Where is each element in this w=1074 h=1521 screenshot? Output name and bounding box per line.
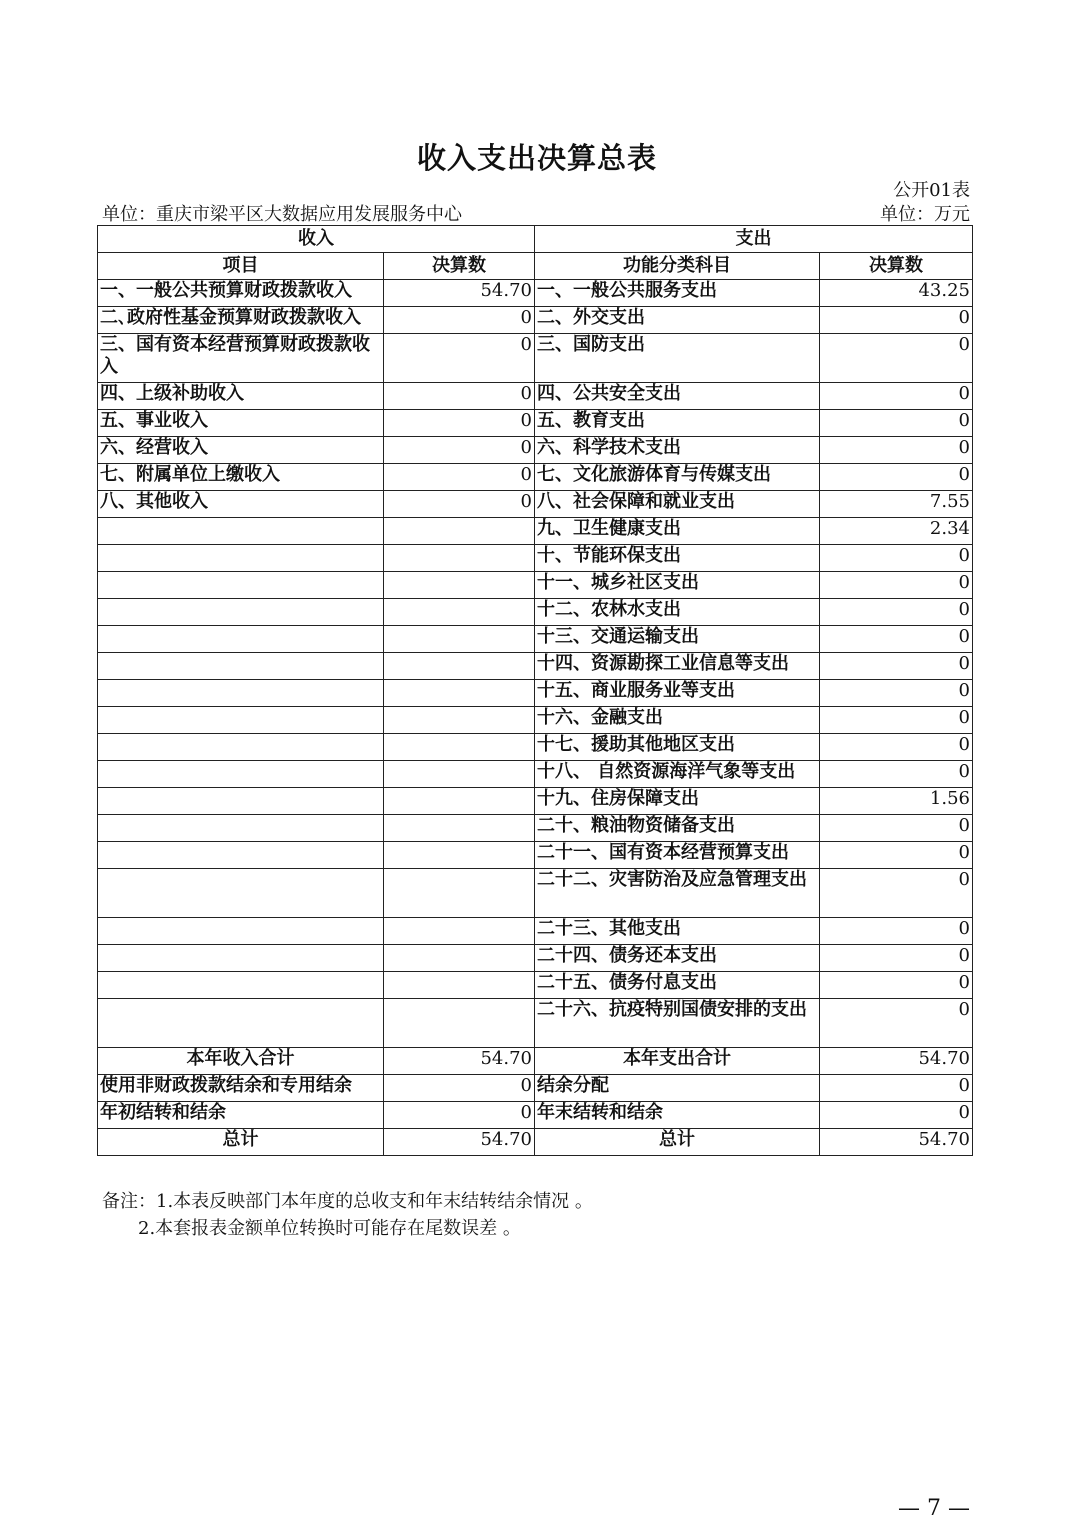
expenditure-amount-cell: 0: [820, 383, 973, 410]
expenditure-item-cell: 十三、交通运输支出: [535, 626, 820, 653]
expenditure-item-cell: 十、节能环保支出: [535, 545, 820, 572]
expenditure-amount-cell: 0: [820, 626, 973, 653]
table-row: [98, 788, 973, 815]
income-item-cell: [98, 626, 384, 653]
expenditure-amount-cell: 0: [820, 545, 973, 572]
income-group-header: 收入: [98, 226, 535, 253]
expenditure-item-cell: 七、文化旅游体育与传媒支出: [535, 464, 820, 491]
table-row: [98, 707, 973, 734]
table-row: [98, 280, 973, 307]
page-title: 收入支出决算总表: [416, 141, 657, 175]
expenditure-total-amount: 54.70: [820, 1129, 973, 1156]
totals-row: [98, 1129, 973, 1156]
table-row: [98, 491, 973, 518]
table-row: [98, 972, 973, 999]
income-item-cell: 五、事业收入: [98, 410, 384, 437]
income-amount-cell: [384, 680, 535, 707]
income-amount-cell: [384, 999, 535, 1048]
income-item-cell: [98, 653, 384, 680]
expenditure-item-cell: 二十、粮油物资储备支出: [535, 815, 820, 842]
income-item-cell: 八、其他收入: [98, 491, 384, 518]
expenditure-item-cell: 一、一般公共服务支出: [535, 280, 820, 307]
expenditure-amount-cell: 0: [820, 572, 973, 599]
income-total-label: 本年收入合计: [98, 1048, 384, 1075]
table-row: [98, 680, 973, 707]
income-amount-cell: [384, 788, 535, 815]
income-item-cell: 四、上级补助收入: [98, 383, 384, 410]
expenditure-group-header: 支出: [535, 226, 973, 253]
expenditure-amount-cell: 0: [820, 842, 973, 869]
income-item-cell: [98, 707, 384, 734]
expenditure-item-cell: 五、教育支出: [535, 410, 820, 437]
expenditure-item-cell: 十九、住房保障支出: [535, 788, 820, 815]
table-row: [98, 334, 973, 383]
form-number: 公开01表: [893, 180, 970, 201]
expenditure-item-cell: 十一、城乡社区支出: [535, 572, 820, 599]
expenditure-amount-cell: 0: [820, 307, 973, 334]
income-amount-cell: [384, 734, 535, 761]
income-item-cell: [98, 972, 384, 999]
income-total-amount: 0: [384, 1102, 535, 1129]
totals-row: [98, 1048, 973, 1075]
expenditure-amount-cell: 0: [820, 761, 973, 788]
expenditure-item-cell: 二十一、国有资本经营预算支出: [535, 842, 820, 869]
income-amount-cell: [384, 545, 535, 572]
income-amount-cell: [384, 707, 535, 734]
income-total-label: 使用非财政拨款结余和专用结余: [98, 1075, 384, 1102]
expenditure-item-cell: 四、公共安全支出: [535, 383, 820, 410]
column-header-amount: 决算数: [820, 253, 973, 280]
income-item-cell: [98, 572, 384, 599]
expenditure-total-amount: 0: [820, 1075, 973, 1102]
income-amount-cell: [384, 972, 535, 999]
table-row: [98, 518, 973, 545]
income-amount-cell: 54.70: [384, 280, 535, 307]
expenditure-item-cell: 十六、金融支出: [535, 707, 820, 734]
expenditure-item-cell: 二十四、债务还本支出: [535, 945, 820, 972]
table-row: [98, 626, 973, 653]
note-line: 2.本套报表金额单位转换时可能存在尾数误差 。: [138, 1218, 521, 1239]
expenditure-item-cell: 二十二、灾害防治及应急管理支出: [535, 869, 820, 918]
column-header-amount: 决算数: [384, 253, 535, 280]
expenditure-amount-cell: 0: [820, 869, 973, 918]
income-item-cell: [98, 918, 384, 945]
group-header-row: [98, 226, 973, 253]
expenditure-amount-cell: 0: [820, 437, 973, 464]
column-header-row: [98, 253, 973, 280]
expenditure-item-cell: 二、外交支出: [535, 307, 820, 334]
expenditure-amount-cell: 0: [820, 707, 973, 734]
income-amount-cell: [384, 815, 535, 842]
expenditure-amount-cell: 0: [820, 653, 973, 680]
expenditure-total-label: 结余分配: [535, 1075, 820, 1102]
income-amount-cell: [384, 761, 535, 788]
expenditure-amount-cell: 2.34: [820, 518, 973, 545]
income-amount-cell: [384, 599, 535, 626]
expenditure-amount-cell: 7.55: [820, 491, 973, 518]
expenditure-amount-cell: 0: [820, 734, 973, 761]
table-row: [98, 815, 973, 842]
income-item-cell: 一、一般公共预算财政拨款收入: [98, 280, 384, 307]
table-row: [98, 945, 973, 972]
income-item-cell: [98, 599, 384, 626]
income-amount-cell: [384, 626, 535, 653]
table-row: [98, 464, 973, 491]
income-amount-cell: [384, 842, 535, 869]
income-amount-cell: [384, 945, 535, 972]
table-row: [98, 307, 973, 334]
expenditure-amount-cell: 43.25: [820, 280, 973, 307]
income-amount-cell: 0: [384, 491, 535, 518]
expenditure-amount-cell: 0: [820, 999, 973, 1048]
income-item-cell: [98, 815, 384, 842]
income-total-label: 年初结转和结余: [98, 1102, 384, 1129]
expenditure-amount-cell: 0: [820, 972, 973, 999]
income-expenditure-table: [97, 225, 973, 1156]
income-item-cell: 三、国有资本经营预算财政拨款收入: [98, 334, 384, 383]
expenditure-amount-cell: 0: [820, 680, 973, 707]
table-totals: [98, 1048, 973, 1156]
expenditure-item-cell: 十四、资源勘探工业信息等支出: [535, 653, 820, 680]
table-row: [98, 545, 973, 572]
table-row: [98, 999, 973, 1048]
income-amount-cell: 0: [384, 410, 535, 437]
table-body: [98, 280, 973, 1048]
income-total-amount: 54.70: [384, 1048, 535, 1075]
expenditure-item-cell: 二十六、抗疫特别国债安排的支出: [535, 999, 820, 1048]
income-item-cell: [98, 999, 384, 1048]
expenditure-item-cell: 九、卫生健康支出: [535, 518, 820, 545]
expenditure-amount-cell: 0: [820, 410, 973, 437]
income-item-cell: [98, 761, 384, 788]
table-row: [98, 869, 973, 918]
expenditure-item-cell: 八、社会保障和就业支出: [535, 491, 820, 518]
expenditure-item-cell: 三、国防支出: [535, 334, 820, 383]
table-row: [98, 410, 973, 437]
expenditure-amount-cell: 0: [820, 599, 973, 626]
expenditure-item-cell: 十八、 自然资源海洋气象等支出: [535, 761, 820, 788]
note-line: 备注：1.本表反映部门本年度的总收支和年末结转结余情况 。: [102, 1191, 593, 1212]
expenditure-total-label: 年末结转和结余: [535, 1102, 820, 1129]
column-header-category: 功能分类科目: [535, 253, 820, 280]
currency-unit: 单位：万元: [880, 204, 970, 225]
expenditure-total-amount: 54.70: [820, 1048, 973, 1075]
expenditure-amount-cell: 1.56: [820, 788, 973, 815]
income-amount-cell: [384, 572, 535, 599]
table-row: [98, 383, 973, 410]
income-item-cell: [98, 842, 384, 869]
table-row: [98, 437, 973, 464]
income-amount-cell: 0: [384, 383, 535, 410]
expenditure-total-label: 本年支出合计: [535, 1048, 820, 1075]
income-amount-cell: 0: [384, 464, 535, 491]
income-item-cell: [98, 545, 384, 572]
column-header-item: 项目: [98, 253, 384, 280]
table-row: [98, 572, 973, 599]
expenditure-amount-cell: 0: [820, 464, 973, 491]
reporting-unit: 单位：重庆市梁平区大数据应用发展服务中心: [102, 204, 462, 225]
income-total-label: 总计: [98, 1129, 384, 1156]
expenditure-amount-cell: 0: [820, 918, 973, 945]
expenditure-item-cell: 十二、农林水支出: [535, 599, 820, 626]
income-item-cell: [98, 734, 384, 761]
table-row: [98, 734, 973, 761]
expenditure-item-cell: 六、科学技术支出: [535, 437, 820, 464]
table-row: [98, 653, 973, 680]
income-item-cell: [98, 788, 384, 815]
table-row: [98, 918, 973, 945]
totals-row: [98, 1102, 973, 1129]
income-amount-cell: 0: [384, 334, 535, 383]
income-total-amount: 0: [384, 1075, 535, 1102]
income-amount-cell: [384, 518, 535, 545]
income-amount-cell: [384, 918, 535, 945]
income-amount-cell: 0: [384, 307, 535, 334]
expenditure-item-cell: 十五、商业服务业等支出: [535, 680, 820, 707]
income-item-cell: 二､政府性基金预算财政拨款收入: [98, 307, 384, 334]
income-amount-cell: [384, 869, 535, 918]
expenditure-amount-cell: 0: [820, 815, 973, 842]
page-number: — 7 —: [898, 1496, 970, 1521]
income-item-cell: 七、附属单位上缴收入: [98, 464, 384, 491]
expenditure-item-cell: 二十五、债务付息支出: [535, 972, 820, 999]
table-row: [98, 761, 973, 788]
income-item-cell: [98, 680, 384, 707]
income-total-amount: 54.70: [384, 1129, 535, 1156]
expenditure-amount-cell: 0: [820, 334, 973, 383]
notes: [102, 1188, 593, 1242]
table-row: [98, 599, 973, 626]
income-item-cell: [98, 518, 384, 545]
income-item-cell: [98, 869, 384, 918]
table-row: [98, 842, 973, 869]
expenditure-total-amount: 0: [820, 1102, 973, 1129]
expenditure-amount-cell: 0: [820, 945, 973, 972]
income-amount-cell: [384, 653, 535, 680]
income-item-cell: [98, 945, 384, 972]
totals-row: [98, 1075, 973, 1102]
expenditure-total-label: 总计: [535, 1129, 820, 1156]
expenditure-item-cell: 二十三、其他支出: [535, 918, 820, 945]
expenditure-item-cell: 十七、援助其他地区支出: [535, 734, 820, 761]
income-amount-cell: 0: [384, 437, 535, 464]
income-item-cell: 六、经营收入: [98, 437, 384, 464]
